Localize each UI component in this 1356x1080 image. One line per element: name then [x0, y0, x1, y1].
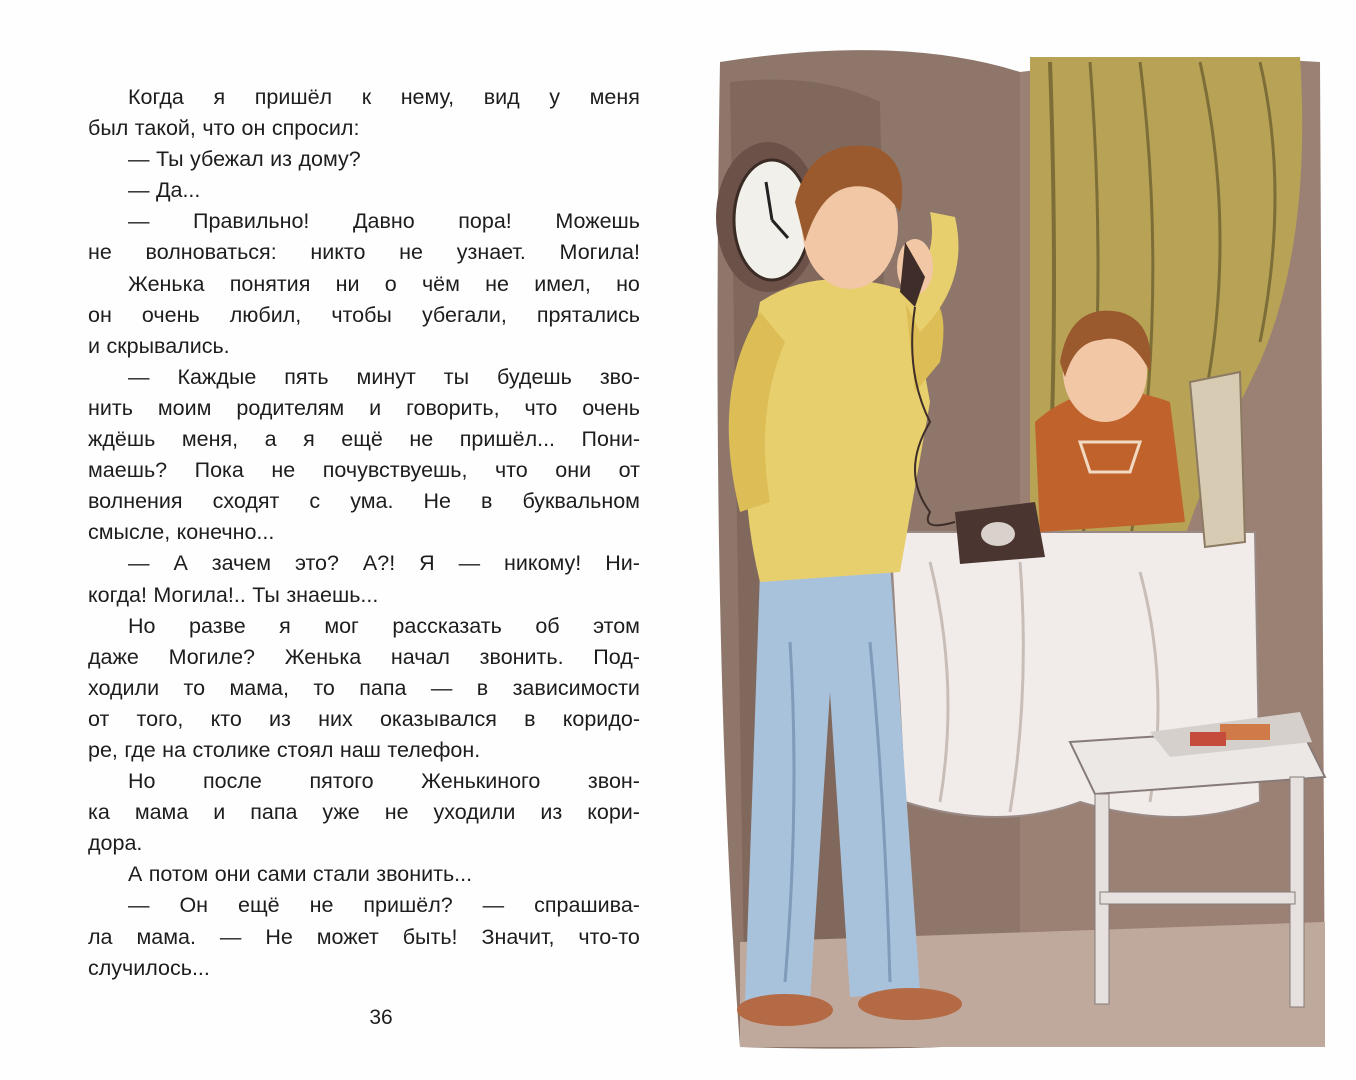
word: зачем	[211, 551, 272, 576]
word: пришёл...	[459, 427, 556, 452]
word: имел,	[534, 271, 591, 296]
word: никому!	[504, 551, 582, 576]
word: спрашива-	[534, 893, 640, 918]
word: А?!	[362, 551, 396, 576]
word: с	[309, 489, 321, 514]
text-line	[88, 922, 640, 953]
word: из	[270, 147, 293, 172]
word: разве	[188, 613, 246, 638]
text-line	[88, 704, 640, 735]
word: из	[540, 800, 563, 825]
word: сходят	[212, 489, 280, 514]
word: Женька	[284, 644, 362, 669]
word: ре,	[88, 737, 118, 762]
word: Но	[128, 769, 156, 794]
text-line	[88, 953, 640, 984]
word: Под-	[593, 644, 640, 669]
word: —	[458, 551, 481, 576]
word: Давно	[352, 209, 415, 234]
word: Женька	[128, 271, 205, 296]
illustration	[700, 42, 1330, 1058]
word: —	[128, 209, 150, 234]
word: что-то	[578, 924, 640, 949]
text-line	[88, 766, 640, 797]
word: пятого	[309, 769, 374, 794]
text-line	[88, 144, 640, 175]
text-line	[88, 859, 640, 890]
word: нему,	[400, 85, 455, 109]
text-line	[88, 424, 640, 455]
word: то	[183, 675, 206, 700]
word: знаешь...	[286, 582, 379, 607]
word: ходили	[88, 675, 160, 700]
word: —	[482, 893, 505, 918]
word: мама,	[229, 675, 289, 700]
word: стали	[312, 862, 370, 887]
word: Не	[265, 924, 293, 949]
word: не	[384, 800, 409, 825]
word: из	[269, 706, 291, 731]
word: в	[476, 675, 489, 700]
word: не	[309, 893, 334, 918]
word: любил,	[229, 302, 302, 327]
text-line	[88, 642, 640, 673]
word: о	[384, 271, 397, 296]
word: пришёл?	[363, 893, 453, 918]
text-line	[88, 300, 640, 331]
word: что	[202, 116, 236, 141]
word: на	[162, 737, 186, 762]
word: убежал	[190, 147, 264, 172]
word: Пока	[194, 458, 244, 483]
word: нить	[88, 395, 133, 420]
word: Он	[179, 893, 209, 918]
floor	[740, 922, 1325, 1047]
word: мог	[324, 613, 359, 638]
text-line	[88, 269, 640, 300]
word: говорить,	[406, 395, 500, 420]
word: наш	[339, 737, 381, 762]
text-line	[88, 797, 640, 828]
word: Могила!	[559, 240, 640, 265]
word: ума.	[350, 489, 394, 514]
word: кто	[210, 706, 242, 731]
word: меня	[589, 85, 640, 109]
word: чём	[421, 271, 460, 296]
word: Пони-	[581, 427, 640, 452]
word: начал	[390, 644, 450, 669]
word: ты	[443, 364, 470, 389]
word: очень	[582, 395, 640, 420]
word: не	[88, 240, 112, 265]
word: он	[88, 302, 112, 327]
word: спросил:	[271, 116, 360, 141]
word: Не	[423, 489, 451, 514]
text-page	[88, 82, 640, 984]
word: после	[203, 769, 262, 794]
word: может	[316, 924, 379, 949]
word: быть!	[402, 924, 458, 949]
word: об	[535, 613, 560, 638]
text-line	[88, 828, 640, 859]
word: этом	[593, 613, 640, 638]
word: не	[485, 271, 509, 296]
text-line	[88, 175, 640, 206]
page-number: 36	[369, 1006, 393, 1029]
text-line	[88, 735, 640, 766]
word: чтобы	[331, 302, 392, 327]
word: но	[616, 271, 640, 296]
word: был	[88, 116, 129, 141]
word: Женькиного	[421, 769, 541, 794]
word: стоял	[276, 737, 334, 762]
word: к	[361, 85, 372, 109]
word: они	[214, 862, 251, 887]
word: пришёл	[254, 85, 333, 109]
word: и	[369, 395, 382, 420]
word: маешь?	[88, 458, 168, 483]
word: звон-	[587, 769, 640, 794]
word: скрывались.	[106, 333, 230, 358]
word: телефон.	[387, 737, 481, 762]
word: пять	[284, 364, 329, 389]
word: Правильно!	[193, 209, 310, 234]
word: очень	[141, 302, 200, 327]
word: папа	[359, 675, 407, 700]
word: ни	[335, 271, 360, 296]
word: моим	[157, 395, 212, 420]
word: Можешь	[555, 209, 640, 234]
word: это?	[294, 551, 339, 576]
word: я	[279, 613, 291, 638]
word: рассказать	[392, 613, 502, 638]
text-line	[88, 237, 640, 268]
word: когда!	[88, 582, 147, 607]
word: ждёшь	[88, 427, 156, 452]
word: ка	[88, 800, 110, 825]
word: где	[124, 737, 156, 762]
word: от	[88, 706, 110, 731]
word: случилось...	[88, 955, 210, 980]
text-line	[88, 455, 640, 486]
word: —	[128, 893, 150, 918]
word: А	[173, 551, 188, 576]
word: сами	[256, 862, 307, 887]
word: такой,	[134, 116, 196, 141]
word: меня,	[181, 427, 239, 452]
word: уже	[322, 800, 360, 825]
word: папа	[250, 800, 298, 825]
word: понятия	[229, 271, 311, 296]
word: ла	[88, 924, 113, 949]
word: волнения	[88, 489, 183, 514]
word: —	[430, 675, 453, 700]
word: у	[549, 85, 561, 109]
word: я	[303, 427, 315, 452]
word: —	[128, 147, 150, 172]
word: звонить.	[479, 644, 564, 669]
word: никто	[310, 240, 366, 265]
word: прятались	[536, 302, 640, 327]
word: не	[409, 427, 434, 452]
word: дора.	[88, 831, 143, 856]
word: что	[494, 458, 528, 483]
word: —	[128, 364, 150, 389]
text-line	[88, 206, 640, 237]
word: в	[524, 706, 536, 731]
word: ещё	[238, 893, 280, 918]
text-line	[88, 548, 640, 579]
word: пора!	[458, 209, 512, 234]
word: них	[318, 706, 353, 731]
word: а	[264, 427, 277, 452]
text-line	[88, 673, 640, 704]
word: потом	[148, 862, 209, 887]
word: Могила!..	[153, 582, 246, 607]
text-line	[88, 611, 640, 642]
word: —	[128, 178, 150, 203]
word: Каждые	[177, 364, 257, 389]
word: узнает.	[456, 240, 526, 265]
telephone	[955, 502, 1045, 564]
word: ещё	[341, 427, 383, 452]
word: в	[480, 489, 493, 514]
word: смысле,	[88, 520, 171, 545]
word: зво-	[599, 364, 640, 389]
word: А	[128, 862, 143, 887]
word: убегали,	[421, 302, 507, 327]
word: даже	[88, 644, 139, 669]
word: Могиле?	[168, 644, 255, 669]
word: мама	[134, 800, 189, 825]
text-line	[88, 517, 640, 548]
word: Ни-	[605, 551, 640, 576]
word: уходили	[433, 800, 516, 825]
word: Я	[419, 551, 435, 576]
word: Ты	[252, 582, 280, 607]
word: коридо-	[562, 706, 640, 731]
text-line	[88, 890, 640, 921]
word: конечно...	[176, 520, 275, 545]
text-line	[88, 362, 640, 393]
word: —	[128, 551, 150, 576]
text-line	[88, 486, 640, 517]
word: не	[271, 458, 296, 483]
word: Да...	[155, 178, 201, 203]
word: родителям	[236, 395, 345, 420]
word: они	[555, 458, 592, 483]
word: я	[213, 85, 226, 109]
word: буквальном	[522, 489, 640, 514]
word: кори-	[587, 800, 640, 825]
word: зависимости	[512, 675, 640, 700]
word: вид	[483, 85, 520, 109]
word: и	[88, 333, 101, 358]
word: не	[399, 240, 424, 265]
text-line	[88, 113, 640, 144]
text-line	[88, 393, 640, 424]
word: звонить...	[376, 862, 473, 887]
text-line	[88, 82, 640, 113]
word: от	[618, 458, 640, 483]
text-line	[88, 580, 640, 611]
word: что	[524, 395, 558, 420]
word: почувствуешь,	[322, 458, 468, 483]
word: —	[219, 924, 242, 949]
word: он	[241, 116, 266, 141]
word: оказывался	[379, 706, 497, 731]
word: то	[313, 675, 335, 700]
word: Когда	[128, 85, 184, 109]
word: Значит,	[481, 924, 555, 949]
word: минут	[356, 364, 416, 389]
word: дому?	[298, 147, 361, 172]
text-line	[88, 331, 640, 362]
word: того,	[136, 706, 184, 731]
word: и	[213, 800, 226, 825]
word: Но	[128, 613, 156, 638]
word: мама.	[136, 924, 196, 949]
word: столике	[192, 737, 271, 762]
word: будешь	[497, 364, 572, 389]
word: Ты	[155, 147, 184, 172]
word: волноваться:	[145, 240, 277, 265]
